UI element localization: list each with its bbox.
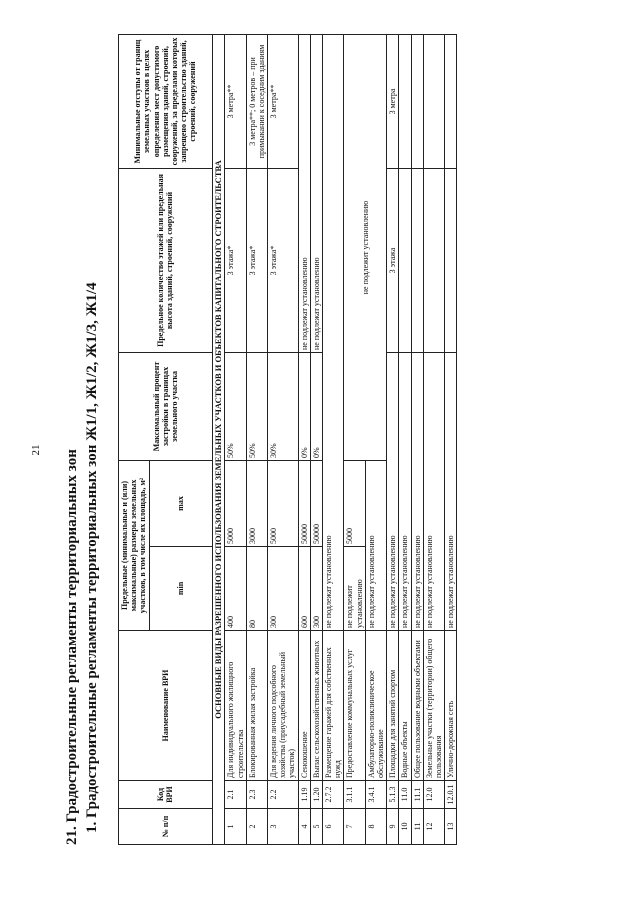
cell-max: 3000 xyxy=(246,461,267,547)
cell-max: 50000 xyxy=(298,461,310,547)
cell-num: 9 xyxy=(387,809,399,845)
cell-floors: 3 этажа xyxy=(387,169,399,353)
cell-name: Площадки для занятий спортом xyxy=(387,631,399,781)
cell-code: 1.19 xyxy=(298,781,310,809)
cell-empty xyxy=(445,169,457,353)
cell-num: 2 xyxy=(246,809,267,845)
cell-min: 80 xyxy=(246,547,267,631)
cell-min: не подлежит установлению xyxy=(344,547,365,631)
header-floors: Предельное количество этажей или предельная высота зданий, строений, сооружений xyxy=(119,169,213,353)
cell-code: 11.0 xyxy=(399,781,411,809)
cell-name: Улично-дорожная сеть xyxy=(445,631,457,781)
header-percent: Максимальный процент застройки в границах земельного участка xyxy=(119,353,213,461)
cell-code: 1.20 xyxy=(310,781,322,809)
cell-not-set: не подлежат установлению xyxy=(423,353,444,631)
header-min: min xyxy=(149,547,212,631)
cell-name: Земельные участки (территории) общего пользования xyxy=(423,631,444,781)
cell-code: 3.4.1 xyxy=(365,781,386,809)
cell-name: Общее пользование водными объектами xyxy=(411,631,423,781)
cell-floors: 3 этажа* xyxy=(268,169,299,353)
table-row xyxy=(268,35,299,845)
cell-not-set: не подлежит установлению xyxy=(344,35,387,461)
table-header-row xyxy=(119,35,150,845)
cell-num: 11 xyxy=(411,809,423,845)
cell-num: 3 xyxy=(268,809,299,845)
cell-not-set: не подлежат установлению xyxy=(365,461,386,631)
cell-min: 400 xyxy=(225,547,246,631)
cell-num: 1 xyxy=(225,809,246,845)
table-row xyxy=(246,35,267,845)
cell-code: 5.1.3 xyxy=(387,781,399,809)
cell-code: 2.3 xyxy=(246,781,267,809)
cell-num: 12 xyxy=(423,809,444,845)
cell-num: 8 xyxy=(365,809,386,845)
cell-min: 300 xyxy=(268,547,299,631)
cell-empty xyxy=(399,169,411,353)
cell-empty xyxy=(423,169,444,353)
regulations-table xyxy=(118,34,457,845)
cell-not-set: не подлежат установлению xyxy=(387,353,399,631)
table-row xyxy=(298,35,310,845)
cell-max: 50000 xyxy=(310,461,322,547)
cell-name: Для ведения личного подсобного хозяйства (приусадебный земельный участок) xyxy=(268,631,299,781)
cell-name: Блокированная жилая застройка xyxy=(246,631,267,781)
cell-code: 12.0 xyxy=(423,781,444,809)
cell-name: Амбулаторно-поликлиническое обслуживание xyxy=(365,631,386,781)
cell-floors: 3 этажа* xyxy=(246,169,267,353)
cell-setback: 3 метра xyxy=(387,35,399,169)
cell-name: Предоставление коммунальных услуг xyxy=(344,631,365,781)
cell-setback: 3 метра** xyxy=(268,35,299,169)
cell-name: Для индивидуального жилищного строительства xyxy=(225,631,246,781)
cell-name: Выпас сельскохозяйственных животных xyxy=(310,631,322,781)
cell-code: 2.1 xyxy=(225,781,246,809)
cell-code: 11.1 xyxy=(411,781,423,809)
header-code: Код ВРИ xyxy=(119,781,213,809)
cell-max: 5000 xyxy=(344,461,365,547)
cell-setback: 3 метра**; 0 метров – при примыкании к соседним зданиям xyxy=(246,35,267,169)
cell-name: Сенокошение xyxy=(298,631,310,781)
cell-percent: 0% xyxy=(310,353,322,461)
cell-code: 12.0.1 xyxy=(445,781,457,809)
cell-not-set: не подлежат установлению xyxy=(411,353,423,631)
cell-code: 3.1.1 xyxy=(344,781,365,809)
cell-not-set: не подлежат установлению xyxy=(399,353,411,631)
table-row xyxy=(387,35,399,845)
cell-percent: 30% xyxy=(268,353,299,461)
table-row xyxy=(310,35,322,845)
table-row xyxy=(225,35,246,845)
cell-empty xyxy=(411,35,423,169)
cell-num: 10 xyxy=(399,809,411,845)
cell-code: 2.2 xyxy=(268,781,299,809)
cell-max: 5000 xyxy=(225,461,246,547)
section-title: 21. Градостроительные регламенты территориальных зон xyxy=(64,449,80,845)
cell-num: 5 xyxy=(310,809,322,845)
cell-percent: 0% xyxy=(298,353,310,461)
header-name: Наименование ВРИ xyxy=(119,631,213,781)
cell-percent: 50% xyxy=(246,353,267,461)
table-row xyxy=(323,35,344,845)
cell-empty xyxy=(411,169,423,353)
page-number: 21 xyxy=(30,444,42,456)
table-row xyxy=(445,35,457,845)
table-row xyxy=(344,35,365,845)
header-setback: Минимальные отступы от границ земельных участков в целях определения мест допустимого размещения зданий, строений, сооружений, за пределами которых запрещено строительство зданий, строений, сооружений xyxy=(119,35,213,169)
cell-floors: 3 этажа* xyxy=(225,169,246,353)
cell-setback: 3 метра** xyxy=(225,35,246,169)
cell-not-set: не подлежат установлению xyxy=(445,353,457,631)
cell-min: 300 xyxy=(310,547,322,631)
subsection-title: 1. Градостроительные регламенты территориальных зон Ж1/1, Ж1/2, Ж1/3, Ж1/4 xyxy=(84,282,100,833)
cell-min: 600 xyxy=(298,547,310,631)
cell-code: 2.7.2 xyxy=(323,781,344,809)
cell-not-set: не подлежат установлению xyxy=(310,35,322,353)
table-row xyxy=(399,35,411,845)
table-row xyxy=(423,35,444,845)
cell-num: 13 xyxy=(445,809,457,845)
table-row xyxy=(411,35,423,845)
section-row-label: ОСНОВНЫЕ ВИДЫ РАЗРЕШЕННОГО ИСПОЛЬЗОВАНИЯ ЗЕМЕЛЬНЫХ УЧАСТКОВ И ОБЪЕКТОВ КАПИТАЛЬНОГО СТРОИТЕЛЬСТВА xyxy=(212,35,225,845)
cell-empty xyxy=(423,35,444,169)
header-num: № п/п xyxy=(119,809,213,845)
cell-empty xyxy=(445,35,457,169)
cell-name: Размещение гаражей для собственных нужд xyxy=(323,631,344,781)
cell-empty xyxy=(399,35,411,169)
section-row xyxy=(212,35,225,845)
cell-num: 4 xyxy=(298,809,310,845)
header-max: max xyxy=(149,461,212,547)
cell-num: 6 xyxy=(323,809,344,845)
cell-num: 7 xyxy=(344,809,365,845)
cell-percent: 50% xyxy=(225,353,246,461)
cell-max: 5000 xyxy=(268,461,299,547)
cell-not-set: не подлежат установлению xyxy=(323,35,344,631)
cell-name: Водные объекты xyxy=(399,631,411,781)
cell-not-set: не подлежат установлению xyxy=(298,35,310,353)
header-area: Предельные (минимальные и (или) максимальные) размеры земельных участков, в том числе их площадь, м² xyxy=(119,461,150,631)
